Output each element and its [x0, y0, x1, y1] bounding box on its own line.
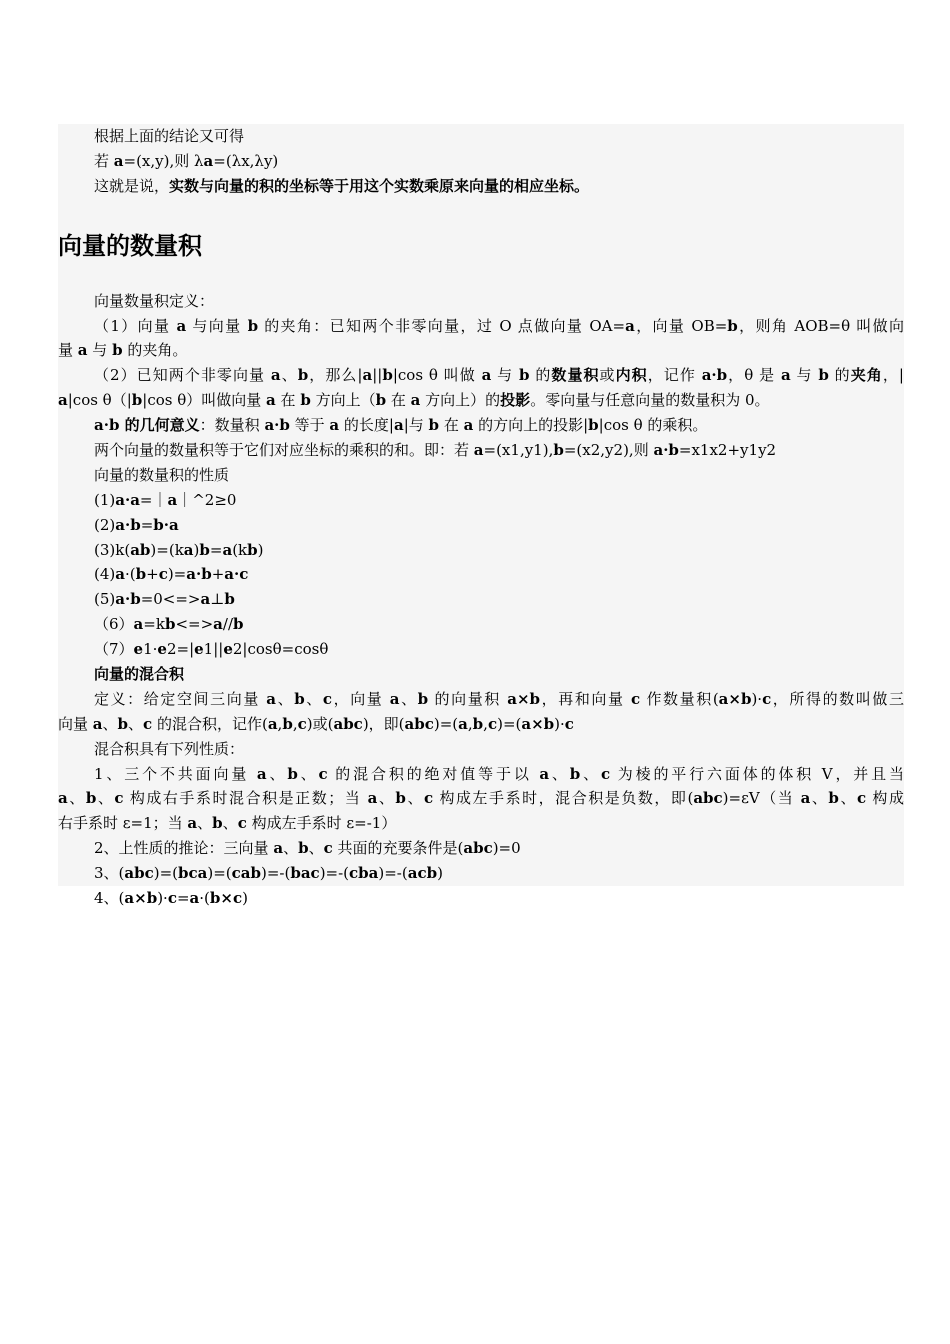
text: ，记作 [647, 366, 702, 385]
text: 量 [58, 341, 78, 360]
vector-symbol: cba [349, 864, 379, 883]
text: =｜ [139, 490, 168, 509]
vector-symbol: a×b [718, 689, 752, 708]
text: (1) [94, 490, 116, 509]
mixed-property-4 [58, 886, 904, 911]
vector-symbol: b [727, 316, 738, 335]
vector-symbol: a [410, 391, 421, 410]
term-projection: 投影 [500, 391, 531, 410]
text: （6） [94, 615, 134, 634]
text: )=( [207, 864, 232, 883]
text: 、 [838, 789, 857, 808]
vector-symbol: a·b [115, 590, 141, 609]
vector-symbol: a·b [701, 366, 728, 385]
vector-symbol: a×b [507, 689, 541, 708]
subheading: 向量的混合积 [94, 665, 185, 684]
text: |cos θ 叫做 [392, 366, 482, 385]
text: （7） [94, 640, 134, 659]
text: 、 [283, 839, 299, 858]
text: ，再和向量 [540, 689, 631, 708]
vector-symbol: abc [693, 789, 723, 808]
vector-symbol: c [762, 689, 772, 708]
text: ·( [124, 565, 136, 584]
text: =(x1,y1), [483, 441, 554, 460]
vector-symbol: e [133, 640, 144, 659]
vector-symbol: a·b [653, 441, 679, 460]
vector-symbol: a [481, 366, 492, 385]
vector-symbol: b [828, 789, 839, 808]
vector-symbol: abc [333, 714, 363, 733]
vector-symbol: c [424, 789, 434, 808]
vector-symbol: b [472, 714, 484, 733]
text: + [211, 565, 225, 584]
text: 或 [599, 366, 616, 385]
vector-symbol: a [458, 714, 468, 733]
text: )= [167, 565, 187, 584]
vector-symbol: a [200, 590, 211, 609]
vector-symbol: a [187, 814, 198, 833]
text: 两个向量的数量积等于它们对应坐标的乘积的和。即：若 [94, 441, 474, 460]
text: 的方向上的投影| [473, 416, 589, 435]
definition-title [58, 289, 904, 314]
intro-line-2 [58, 149, 904, 174]
text: 、 [297, 764, 319, 783]
vector-symbol: acb [407, 864, 438, 883]
vector-symbol: a·b [186, 565, 212, 584]
text: , [483, 714, 488, 733]
vector-symbol: a [362, 366, 373, 385]
text: // [222, 615, 234, 634]
vector-symbol: a·c [224, 565, 249, 584]
paragraph-2-line-2 [58, 388, 904, 413]
term-angle: 夹角 [850, 366, 883, 385]
text: 混合积具有下列性质： [94, 739, 245, 758]
vector-symbol: b [131, 391, 143, 410]
vector-symbol: a [780, 366, 791, 385]
vector-symbol: a [113, 151, 124, 170]
vector-symbol: e [157, 640, 167, 659]
term-dot-product: 数量积 [551, 366, 600, 385]
property-2 [58, 513, 904, 538]
text: ) [257, 540, 264, 559]
text: ) [242, 889, 248, 908]
bold-conclusion: 实数与向量的积的坐标等于用这个实数乘原来向量的相应坐标。 [169, 176, 590, 195]
text: )=-( [319, 864, 350, 883]
spacer [58, 263, 904, 289]
mixed-property-1-line-1 [58, 762, 904, 787]
text: 构成 [866, 789, 904, 808]
text: 根据上面的结论又可得 [94, 127, 245, 145]
vector-symbol: b×c [209, 889, 243, 908]
text: 向量 [58, 714, 93, 733]
text: 、 [276, 689, 295, 708]
text: ，向量 OB= [634, 316, 728, 335]
vector-symbol: c [237, 814, 247, 833]
mixed-definition-line-1 [58, 687, 904, 712]
vector-symbol: c [323, 839, 333, 858]
text: 、 [377, 789, 396, 808]
text: =(x,y),则 λ [123, 151, 204, 170]
text: 方向上（ [310, 391, 376, 410]
vector-symbol: b [294, 689, 305, 708]
text: 与向量 [186, 316, 248, 335]
vector-symbol: ab [130, 540, 151, 559]
text: )=( [153, 864, 179, 883]
text: |cos θ）叫做向量 [142, 391, 267, 410]
text: 构成左手系时 ε=-1） [246, 814, 397, 833]
vector-symbol: a [273, 839, 284, 858]
text: |与 [403, 416, 429, 435]
text: =(λx,λy) [213, 151, 279, 170]
vector-symbol: a [625, 316, 635, 335]
vector-symbol: b [588, 416, 599, 435]
vector-symbol: c [297, 714, 307, 733]
text: ) [437, 864, 443, 883]
vector-symbol: b [300, 391, 311, 410]
text: (3)k( [94, 540, 131, 559]
text: 的长度| [339, 416, 394, 435]
text: )，即( [362, 714, 405, 733]
property-7 [58, 637, 904, 662]
text: （1）向量 [94, 316, 177, 335]
vector-symbol: a·a [115, 490, 140, 509]
text: 的向量积 [428, 689, 508, 708]
text: 4、( [94, 889, 125, 908]
vector-symbol: c [114, 789, 124, 808]
vector-symbol: b [224, 590, 235, 609]
vector-symbol: a [367, 789, 378, 808]
text: 的夹角。 [122, 341, 188, 360]
vector-symbol: b [417, 689, 429, 708]
vector-symbol: a [58, 789, 68, 808]
text: ，| [882, 366, 904, 385]
vector-symbol: a [256, 764, 267, 783]
vector-symbol: c [856, 789, 867, 808]
text: =k [143, 615, 165, 634]
text: 、 [304, 689, 323, 708]
vector-symbol: c [158, 565, 168, 584]
vector-symbol: b [287, 764, 298, 783]
text: =x1x2+y1y2 [678, 441, 777, 460]
text: )=-( [378, 864, 408, 883]
text: |cos θ 的乘积。 [598, 416, 708, 435]
text: 的混合积的绝对值等于以 [327, 764, 540, 783]
text: = [209, 540, 223, 559]
vector-symbol: a [213, 615, 223, 634]
geometric-meaning [58, 413, 904, 438]
property-1 [58, 488, 904, 513]
text: = [176, 889, 190, 908]
property-4 [58, 562, 904, 587]
vector-symbol: cab [231, 864, 261, 883]
vector-symbol: a [167, 490, 178, 509]
text: 在 [439, 416, 464, 435]
vector-symbol: b [375, 391, 387, 410]
mixed-property-2 [58, 836, 904, 861]
text: 2、上性质的推论：三向量 [94, 839, 274, 858]
vector-symbol: a [133, 615, 144, 634]
vector-symbol: b·a [153, 515, 179, 534]
text: 在 [386, 391, 411, 410]
vector-symbol: b [569, 764, 581, 783]
vector-symbol: a [92, 714, 103, 733]
text: 、 [96, 789, 115, 808]
text: || [372, 366, 383, 385]
mixed-property-1-line-2 [58, 786, 904, 811]
text: 共面的充要条件是( [332, 839, 464, 858]
text: 方向上）的 [420, 391, 501, 410]
text: 、 [549, 764, 570, 783]
vector-symbol: c [600, 764, 611, 783]
vector-symbol: a [266, 391, 276, 410]
paragraph-1-line-2 [58, 338, 904, 363]
mixed-product-title [58, 662, 904, 687]
text: (5) [94, 590, 116, 609]
vector-symbol: b [85, 789, 97, 808]
text: )=-( [261, 864, 291, 883]
vector-symbol: a [329, 416, 340, 435]
vector-symbol: c [167, 889, 177, 908]
text: 右手系时 ε=1；当 [58, 814, 188, 833]
vector-symbol: b [247, 540, 258, 559]
text: )· [751, 689, 763, 708]
text: )=0 [492, 839, 521, 858]
text: 的 [529, 366, 552, 385]
vector-symbol: c [318, 764, 328, 783]
vector-symbol: a [115, 565, 125, 584]
text: 、 [197, 814, 213, 833]
vector-symbol: b [135, 565, 147, 584]
vector-symbol: a [58, 391, 68, 410]
text: )=( [497, 714, 522, 733]
text: 2=| [166, 640, 195, 659]
vector-symbol: b [553, 441, 564, 460]
text: =(x2,y2),则 [563, 441, 654, 460]
text: , [277, 714, 283, 733]
text: ，那么| [308, 366, 363, 385]
vector-symbol: c [564, 714, 574, 733]
vector-symbol: b [428, 416, 440, 435]
text: 向量数量积定义： [94, 291, 215, 310]
vector-symbol: e [223, 640, 233, 659]
text: )=( [433, 714, 459, 733]
vector-symbol: e [194, 640, 204, 659]
text: =0<=> [140, 590, 201, 609]
text: 、 [222, 814, 238, 833]
text: )或( [306, 714, 334, 733]
text: )· [554, 714, 565, 733]
vector-symbol: b [199, 540, 210, 559]
text: 与 [87, 341, 113, 360]
vector-symbol: b [164, 615, 176, 634]
text: 与 [790, 366, 819, 385]
text: 、 [308, 839, 324, 858]
intro-line-3 [58, 174, 904, 199]
vector-symbol: bca [178, 864, 208, 883]
property-3 [58, 538, 904, 563]
mixed-definition-line-2 [58, 712, 904, 737]
text: 等于 [289, 416, 330, 435]
vector-symbol: b [818, 366, 829, 385]
text: , [467, 714, 473, 733]
document-content [58, 124, 904, 911]
text: 的混合积，记作( [152, 714, 268, 733]
text: 、 [266, 764, 288, 783]
text: 的夹角：已知两个非零向量，过 O 点做向量 OA= [258, 316, 626, 335]
vector-symbol: a [183, 540, 194, 559]
vector-symbol: b [519, 366, 530, 385]
text: 在 [275, 391, 301, 410]
text: 2|cosθ=cosθ [232, 640, 329, 659]
vector-symbol: b [382, 366, 393, 385]
text: 、 [405, 789, 424, 808]
vector-symbol: abc [404, 714, 434, 733]
text: (k [232, 540, 248, 559]
vector-symbol: a [393, 416, 404, 435]
text: （2）已知两个非零向量 [94, 366, 271, 385]
vector-symbol: a [176, 316, 187, 335]
vector-symbol: a×b [124, 889, 158, 908]
mixed-property-3 [58, 861, 904, 886]
vector-symbol: b [282, 714, 293, 733]
text: 1· [143, 640, 158, 659]
text: ｜^2≥0 [177, 490, 237, 509]
text: 、 [280, 366, 298, 385]
vector-symbol: b [212, 814, 223, 833]
text: )=(k [150, 540, 184, 559]
vector-symbol: a [266, 689, 276, 708]
text: 构成右手系时混合积是正数；当 [123, 789, 368, 808]
text: ，向量 [332, 689, 390, 708]
text: 这就是说， [94, 176, 170, 195]
text: 定义：给定空间三向量 [94, 689, 267, 708]
properties-title [58, 463, 904, 488]
paragraph-1-line-1 [58, 314, 904, 339]
text: 构成左手系时，混合积是负数，即( [433, 789, 694, 808]
vector-symbol: b [112, 341, 123, 360]
vector-symbol: b [247, 316, 259, 335]
text: 、 [67, 789, 86, 808]
text: 与 [491, 366, 520, 385]
vector-symbol: b [117, 714, 129, 733]
vector-symbol: a×b [521, 714, 555, 733]
text: ·( [199, 889, 210, 908]
text: 、 [128, 714, 144, 733]
vector-symbol: a [203, 151, 214, 170]
text: ：数量积 [199, 416, 265, 435]
vector-symbol: c [322, 689, 333, 708]
property-6 [58, 612, 904, 637]
paragraph-2-line-1 [58, 363, 904, 388]
text: + [146, 565, 159, 584]
vector-symbol: abc [124, 864, 154, 883]
vector-symbol: a [389, 689, 400, 708]
vector-symbol: a [539, 764, 550, 783]
vector-symbol: a [800, 789, 811, 808]
mixed-properties-title [58, 737, 904, 762]
text: )=εV（当 [722, 789, 801, 808]
text: ⊥ [210, 590, 225, 609]
property-5 [58, 587, 904, 612]
text: 、 [810, 789, 829, 808]
vector-symbol: c [487, 714, 498, 733]
text: (2) [94, 515, 116, 534]
vector-symbol: a [270, 366, 281, 385]
text: 为棱的平行六面体的体积 V，并且当 [610, 764, 904, 783]
text: ，则角 AOB=θ 叫做向 [737, 316, 904, 335]
text: , [292, 714, 298, 733]
vector-symbol: b [297, 366, 309, 385]
text: <=> [175, 615, 214, 634]
intro-line-1 [58, 124, 904, 149]
vector-symbol: a [463, 416, 474, 435]
vector-symbol: a [473, 441, 484, 460]
section-heading: 向量的数量积 [58, 231, 202, 260]
vector-symbol: a [77, 341, 88, 360]
text: )· [157, 889, 168, 908]
text: = [140, 515, 154, 534]
vector-symbol: a·b [115, 515, 141, 534]
text: 、 [580, 764, 601, 783]
vector-symbol: a [222, 540, 233, 559]
vector-symbol: b [233, 615, 244, 634]
text: 1、三个不共面向量 [94, 764, 257, 783]
text: ，θ 是 [727, 366, 781, 385]
term-inner-product: 内积 [615, 366, 648, 385]
text: 。零向量与任意向量的数量积为 0。 [530, 391, 770, 410]
term-geometric-meaning: a·b 的几何意义 [94, 416, 200, 435]
text: ，所得的数叫做三 [771, 689, 904, 708]
vector-symbol: abc [463, 839, 493, 858]
coordinate-formula [58, 438, 904, 463]
text: 1|| [203, 640, 224, 659]
vector-symbol: b [395, 789, 406, 808]
vector-symbol: c [630, 689, 641, 708]
vector-symbol: b [298, 839, 309, 858]
vector-symbol: a·b [264, 416, 290, 435]
text: 的 [828, 366, 851, 385]
vector-symbol: a [189, 889, 200, 908]
text: |cos θ（| [67, 391, 132, 410]
text: 作数量积( [640, 689, 719, 708]
text: 3、( [94, 864, 125, 883]
text: ) [193, 540, 200, 559]
vector-symbol: c [143, 714, 153, 733]
text: (4) [94, 565, 116, 584]
mixed-property-1-line-3 [58, 811, 904, 836]
text: 向量的数量积的性质 [94, 465, 230, 484]
vector-symbol: bac [290, 864, 320, 883]
text: 、 [399, 689, 418, 708]
text: 若 [94, 151, 114, 170]
vector-symbol: a [267, 714, 278, 733]
text: 、 [102, 714, 118, 733]
